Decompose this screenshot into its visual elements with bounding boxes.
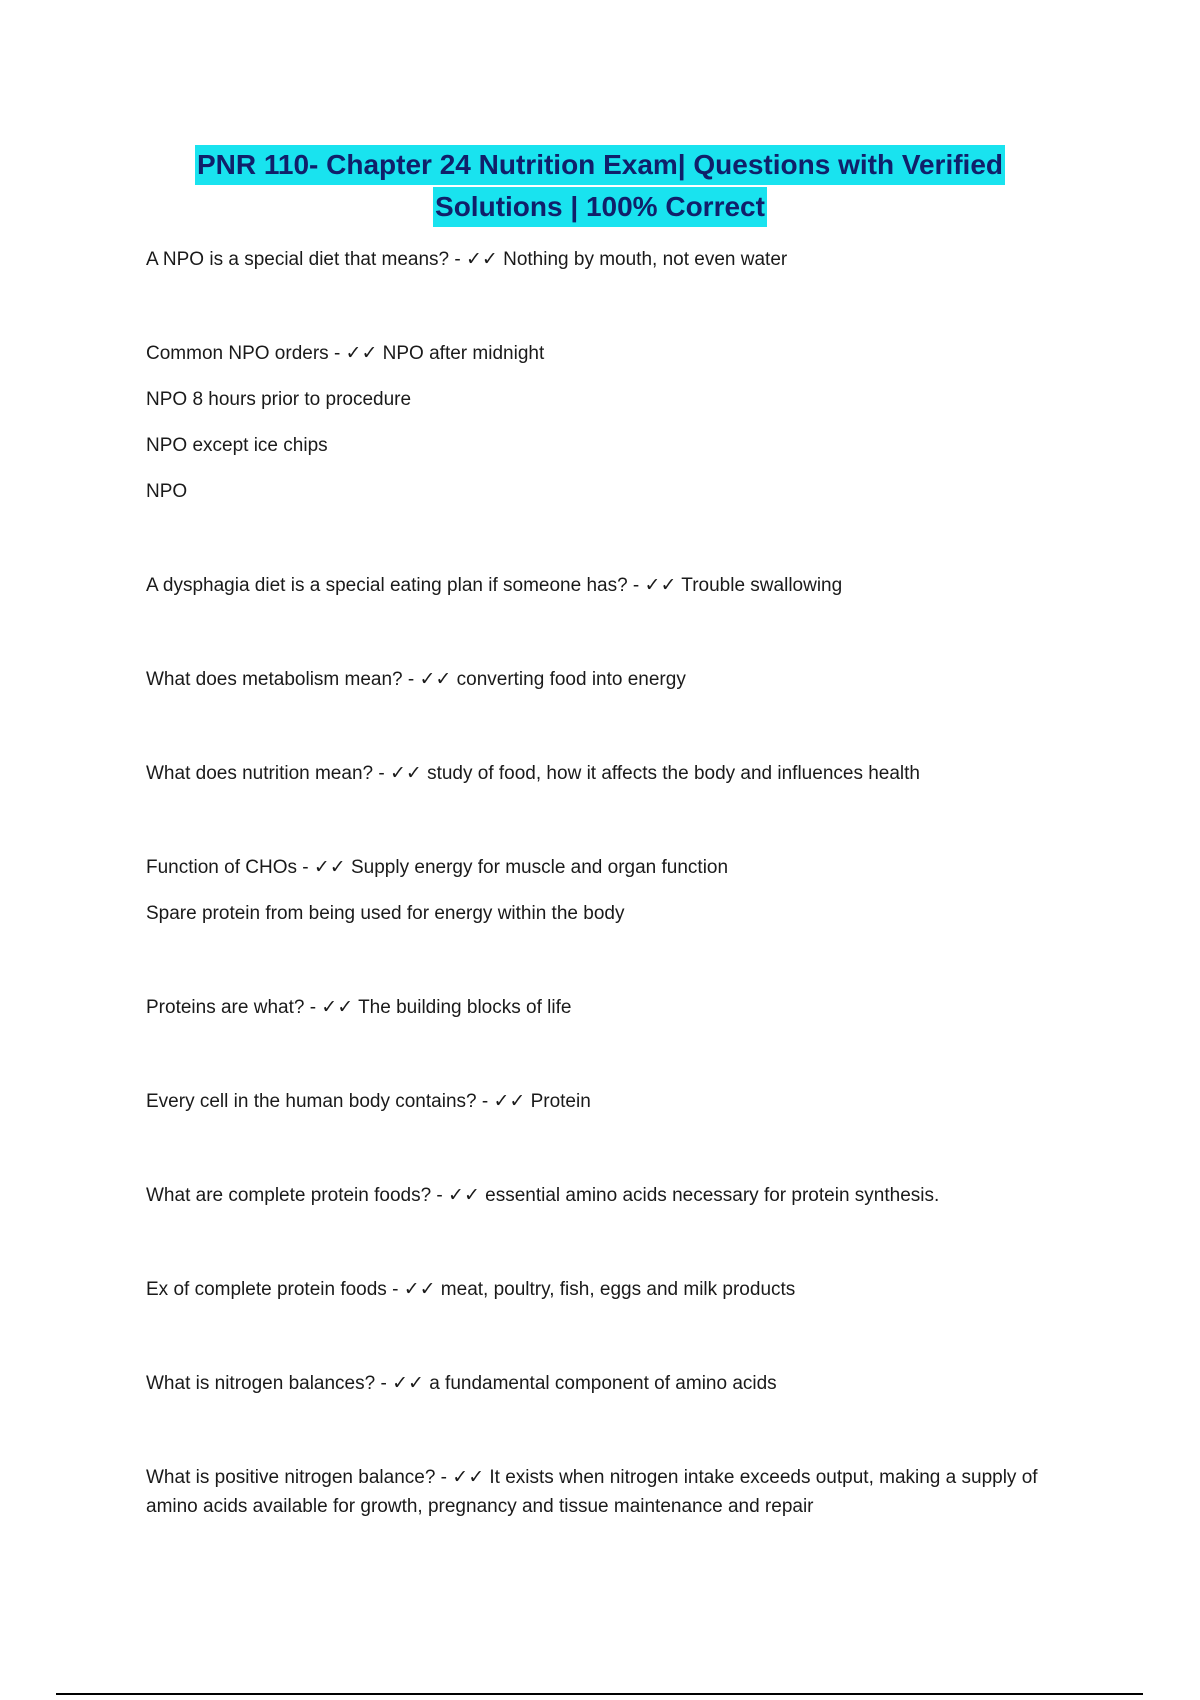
qa-item (146, 1369, 1046, 1399)
qa-text: Common NPO orders - ✓✓ NPO after midnight (146, 343, 545, 364)
qa-continuation: Spare protein from being used for energy within the body (146, 903, 625, 924)
qa-text: What does nutrition mean? - ✓✓ study of food, how it affects the body and influences health (146, 763, 920, 784)
qa-text: Every cell in the human body contains? - ✓✓ Protein (146, 1091, 591, 1112)
title-line-2: Solutions | 100% Correct (433, 187, 767, 227)
qa-list (146, 245, 1046, 1521)
qa-continuation: NPO (146, 481, 188, 502)
qa-text: Ex of complete protein foods - ✓✓ meat, poultry, fish, eggs and milk products (146, 1279, 796, 1300)
title-line-1: PNR 110- Chapter 24 Nutrition Exam| Questions with Verified (195, 145, 1005, 185)
qa-continuation: NPO 8 hours prior to procedure (146, 389, 412, 410)
document-title (0, 145, 1200, 227)
qa-text: A NPO is a special diet that means? - ✓✓ Nothing by mouth, not even water (146, 249, 788, 270)
qa-continuation: NPO except ice chips (146, 435, 328, 456)
qa-text: What are complete protein foods? - ✓✓ essential amino acids necessary for protein synthesis. (146, 1185, 940, 1206)
qa-text: What does metabolism mean? - ✓✓ converting food into energy (146, 669, 686, 690)
qa-item (146, 853, 1046, 929)
qa-text: What is nitrogen balances? - ✓✓ a fundamental component of amino acids (146, 1373, 777, 1394)
qa-text: Function of CHOs - ✓✓ Supply energy for muscle and organ function (146, 857, 729, 878)
qa-item (146, 1087, 1046, 1117)
qa-item (146, 571, 1046, 601)
qa-item (146, 339, 1046, 507)
qa-item (146, 1463, 1046, 1521)
qa-text: What is positive nitrogen balance? - ✓✓ It exists when nitrogen intake exceeds output, making a supply of amino acids available for growth, pregnancy and tissue maintenance and repair (146, 1467, 1038, 1517)
qa-item (146, 1181, 1046, 1211)
qa-item (146, 245, 1046, 275)
qa-item (146, 1275, 1046, 1305)
qa-item (146, 993, 1046, 1023)
qa-item (146, 665, 1046, 695)
qa-text: Proteins are what? - ✓✓ The building blocks of life (146, 997, 572, 1018)
qa-item (146, 759, 1046, 789)
qa-text: A dysphagia diet is a special eating plan if someone has? - ✓✓ Trouble swallowing (146, 575, 843, 596)
page-bottom-rule (56, 1693, 1143, 1695)
